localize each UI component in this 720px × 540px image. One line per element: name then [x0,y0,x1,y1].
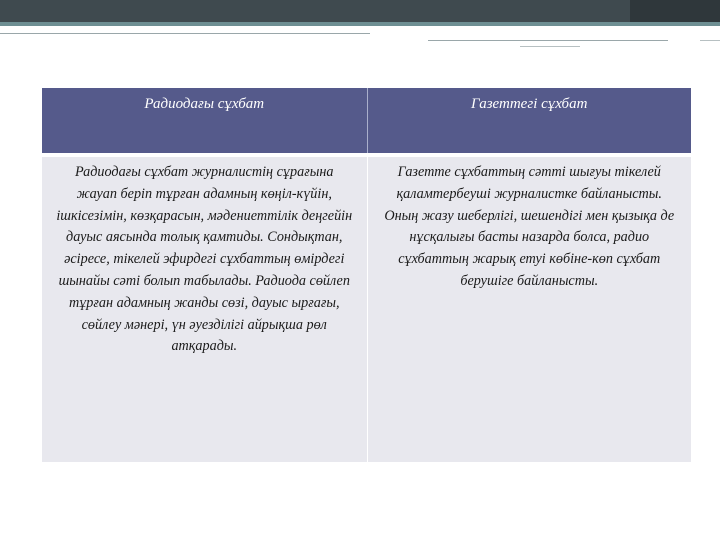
decorative-line [0,33,370,34]
decorative-line [428,40,668,41]
table-header-row [42,88,691,155]
header-newspaper-interview: Газеттегі сұхбат [367,88,691,155]
decorative-line [520,46,580,47]
slide-accent-line [0,22,720,26]
header-radio-interview: Радиодағы сұхбат [42,88,367,155]
slide-top-bar-end [630,0,720,22]
cell-newspaper-interview-text: Газетте сұхбаттың сәтті шығуы тікелей қаламтербеуші журналистке байланысты. Оның жазу шеберлігі, шешендігі мен қызықа де нұсқалығы басты назарда болса, радио сұхбаттың жарық етуі көбіне-көп сұхбат берушіге байланысты. [367,155,691,462]
cell-radio-interview-text: Радиодағы сұхбат журналистің сұрағына жауап беріп тұрған адамның көңіл-күйін, ішкісезімін, көзқарасын, мәдениеттілік деңгейін дауыс аясында толық қамтиды. Сондықтан, әсіресе, тікелей эфирдегі сұхбаттың өмірдегі шынайы сәті болып табылады. Радиода сөйлеп тұрған адамның жанды сөзі, дауыс ырғағы, сөйлеу мәнері, үн әуезділігі айрықша рөл атқарады. [42,155,367,462]
table-row [42,155,691,462]
comparison-table [42,88,691,462]
slide-top-bar [0,0,720,22]
decorative-line [700,40,720,41]
